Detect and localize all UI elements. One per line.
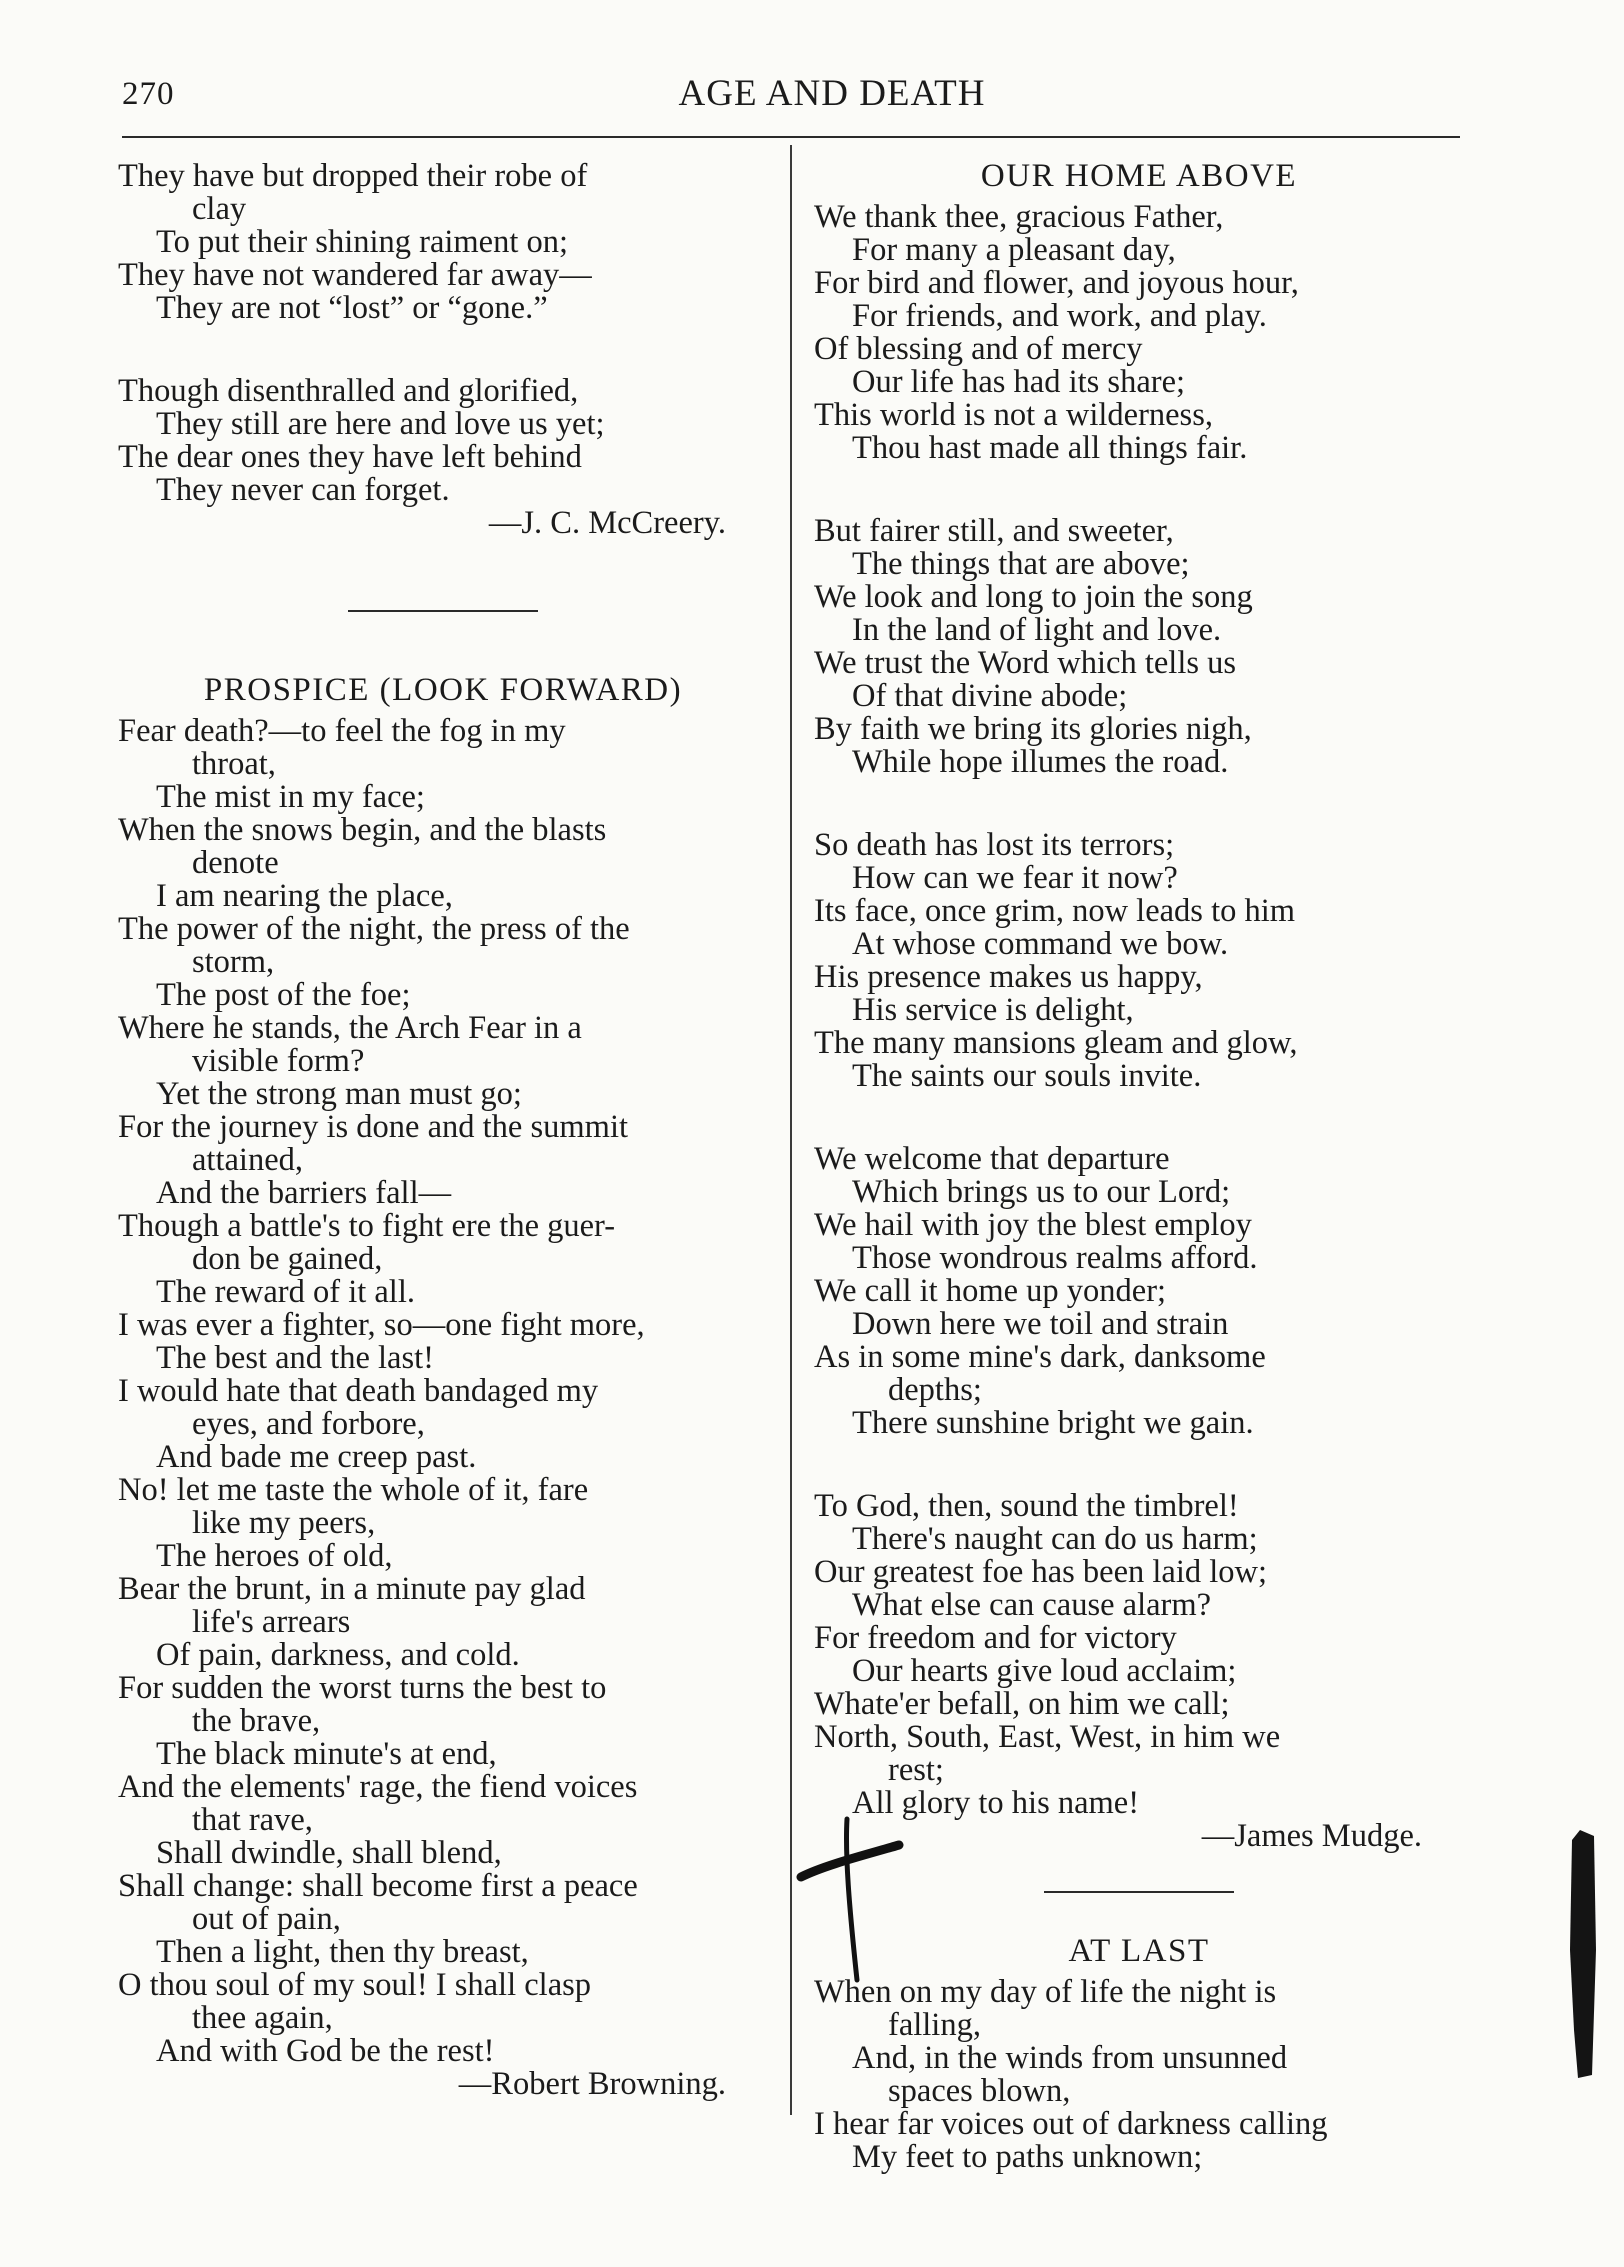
poem-line: All glory to his name! (852, 1785, 1140, 1821)
poem-line: For bird and flower, and joyous hour, (814, 265, 1299, 301)
poem-line: At whose command we bow. (852, 926, 1229, 962)
poem-line: O thou soul of my soul! I shall clasp (118, 1967, 592, 2003)
poem-line: storm, (192, 944, 275, 980)
poem-line: And the barriers fall— (156, 1175, 452, 1211)
poem-line: The mist in my face; (156, 779, 425, 815)
poem-line: eyes, and forbore, (192, 1406, 425, 1442)
poem-title: OUR HOME ABOVE (980, 158, 1298, 194)
attribution: —J. C. McCreery. (488, 505, 726, 541)
poem-title: PROSPICE (LOOK FORWARD) (203, 672, 683, 708)
poem-line: like my peers, (192, 1505, 376, 1541)
poem-line: His presence makes us happy, (814, 959, 1203, 995)
poem-line: Those wondrous realms afford. (852, 1240, 1258, 1276)
poem-line: Though a battle's to fight ere the guer- (118, 1208, 616, 1244)
poem-line: And bade me creep past. (156, 1439, 477, 1475)
poem-line: The black minute's at end, (156, 1736, 497, 1772)
poem-line: We trust the Word which tells us (814, 645, 1237, 681)
poem-title: AT LAST (1068, 1933, 1210, 1969)
poem-line: By faith we bring its glories nigh, (814, 711, 1252, 747)
poem-line: So death has lost its terrors; (814, 827, 1175, 863)
poem-line: This world is not a wilderness, (814, 397, 1213, 433)
poem-line: As in some mine's dark, danksome (814, 1339, 1266, 1375)
poem-line: Of that divine abode; (852, 678, 1128, 714)
poem-line: The power of the night, the press of the (118, 911, 630, 947)
poem-line: attained, (192, 1142, 303, 1178)
poem-line: For freedom and for victory (814, 1620, 1177, 1656)
poem-line: Shall dwindle, shall blend, (156, 1835, 502, 1871)
poem-line: Where he stands, the Arch Fear in a (118, 1010, 582, 1046)
poem-line: While hope illumes the road. (852, 744, 1229, 780)
poem-line: We call it home up yonder; (814, 1273, 1167, 1309)
poem-line: that rave, (192, 1802, 313, 1838)
poem-line: Of pain, darkness, and cold. (156, 1637, 520, 1673)
poem-line: Our hearts give loud acclaim; (852, 1653, 1237, 1689)
poem-line: denote (192, 845, 279, 881)
poem-line: In the land of light and love. (852, 612, 1222, 648)
poem-line: They are not “lost” or “gone.” (156, 290, 548, 326)
running-head: AGE AND DEATH (678, 73, 986, 114)
poem-line: rest; (888, 1752, 944, 1788)
poem-line: And with God be the rest! (156, 2033, 495, 2069)
ink-cross-mark (795, 1815, 905, 1985)
poem-line: I hear far voices out of darkness calling (814, 2106, 1328, 2142)
poem-line: Of blessing and of mercy (814, 331, 1143, 367)
poem-line: falling, (888, 2007, 981, 2043)
poem-line: The best and the last! (156, 1340, 434, 1376)
margin-smudge (1568, 1830, 1598, 2080)
page-number: 270 (122, 76, 175, 112)
poem-line: To God, then, sound the timbrel! (814, 1488, 1239, 1524)
poem-line: When on my day of life the night is (814, 1974, 1277, 2010)
poem-line: I was ever a fighter, so—one fight more, (118, 1307, 645, 1343)
poem-line: Its face, once grim, now leads to him (814, 893, 1296, 929)
poem-line: When the snows begin, and the blasts (118, 812, 607, 848)
poem-line: My feet to paths unknown; (852, 2139, 1203, 2175)
poem-line: We look and long to join the song (814, 579, 1253, 615)
right-column (814, 160, 1464, 2174)
poem-line: The heroes of old, (156, 1538, 393, 1574)
poem-line: There sunshine bright we gain. (852, 1405, 1254, 1441)
poem-prospice (118, 674, 768, 2101)
poem-mccreery (118, 160, 768, 540)
poem-line: Yet the strong man must go; (156, 1076, 522, 1112)
poem-line: Fear death?—to feel the fog in my (118, 713, 566, 749)
poem-line: They have but dropped their robe of (118, 158, 588, 194)
poem-line: The reward of it all. (156, 1274, 415, 1310)
poem-line: For many a pleasant day, (852, 232, 1176, 268)
poem-line: I would hate that death bandaged my (118, 1373, 599, 1409)
poem-line: We welcome that departure (814, 1141, 1170, 1177)
poem-line: don be gained, (192, 1241, 383, 1277)
poem-line: And, in the winds from unsunned (852, 2040, 1288, 2076)
poem-line: out of pain, (192, 1901, 341, 1937)
poem-line: The post of the foe; (156, 977, 411, 1013)
poem-line: Though disenthralled and glorified, (118, 373, 579, 409)
poem-line: What else can cause alarm? (852, 1587, 1212, 1623)
poem-line: Then a light, then thy breast, (156, 1934, 529, 1970)
poem-line: The saints our souls invite. (852, 1058, 1202, 1094)
poem-our-home-above (814, 160, 1464, 1853)
poem-line: We hail with joy the blest employ (814, 1207, 1252, 1243)
poem-line: Our greatest foe has been laid low; (814, 1554, 1268, 1590)
poem-line: Bear the brunt, in a minute pay glad (118, 1571, 586, 1607)
poem-line: Shall change: shall become first a peace (118, 1868, 638, 1904)
poem-line: thee again, (192, 2000, 333, 2036)
poem-at-last (814, 1935, 1464, 2174)
poem-line: clay (192, 191, 247, 227)
poem-line: visible form? (192, 1043, 365, 1079)
header-rule (122, 136, 1460, 138)
poem-line: For sudden the worst turns the best to (118, 1670, 607, 1706)
poem-line: depths; (888, 1372, 982, 1408)
poem-line: How can we fear it now? (852, 860, 1178, 896)
poem-line: throat, (192, 746, 276, 782)
poem-line: spaces blown, (888, 2073, 1071, 2109)
poem-line: North, South, East, West, in him we (814, 1719, 1281, 1755)
poem-line: They never can forget. (156, 472, 450, 508)
poem-line: I am nearing the place, (156, 878, 453, 914)
poem-line: His service is delight, (852, 992, 1134, 1028)
poem-line: Down here we toil and strain (852, 1306, 1229, 1342)
poem-line: Our life has had its share; (852, 364, 1186, 400)
poem-line: Whate'er befall, on him we call; (814, 1686, 1230, 1722)
poem-line: The dear ones they have left behind (118, 439, 582, 475)
poem-line: They have not wandered far away— (118, 257, 592, 293)
poem-line: life's arrears (192, 1604, 351, 1640)
poem-line: the brave, (192, 1703, 321, 1739)
poem-line: To put their shining raiment on; (156, 224, 569, 260)
left-column (118, 160, 768, 2101)
poem-line: The things that are above; (852, 546, 1190, 582)
poem-line: No! let me taste the whole of it, fare (118, 1472, 589, 1508)
poem-line: Thou hast made all things fair. (852, 430, 1248, 466)
poem-line: But fairer still, and sweeter, (814, 513, 1174, 549)
poem-line: We thank thee, gracious Father, (814, 199, 1224, 235)
attribution: —James Mudge. (1201, 1818, 1422, 1854)
column-rule (790, 145, 792, 2115)
poem-line: For the journey is done and the summit (118, 1109, 629, 1145)
poem-line: And the elements' rage, the fiend voices (118, 1769, 638, 1805)
poem-line: For friends, and work, and play. (852, 298, 1267, 334)
poem-line: Which brings us to our Lord; (852, 1174, 1231, 1210)
poem-line: The many mansions gleam and glow, (814, 1025, 1298, 1061)
poem-line: There's naught can do us harm; (852, 1521, 1258, 1557)
poem-line: They still are here and love us yet; (156, 406, 605, 442)
attribution: —Robert Browning. (458, 2066, 726, 2102)
